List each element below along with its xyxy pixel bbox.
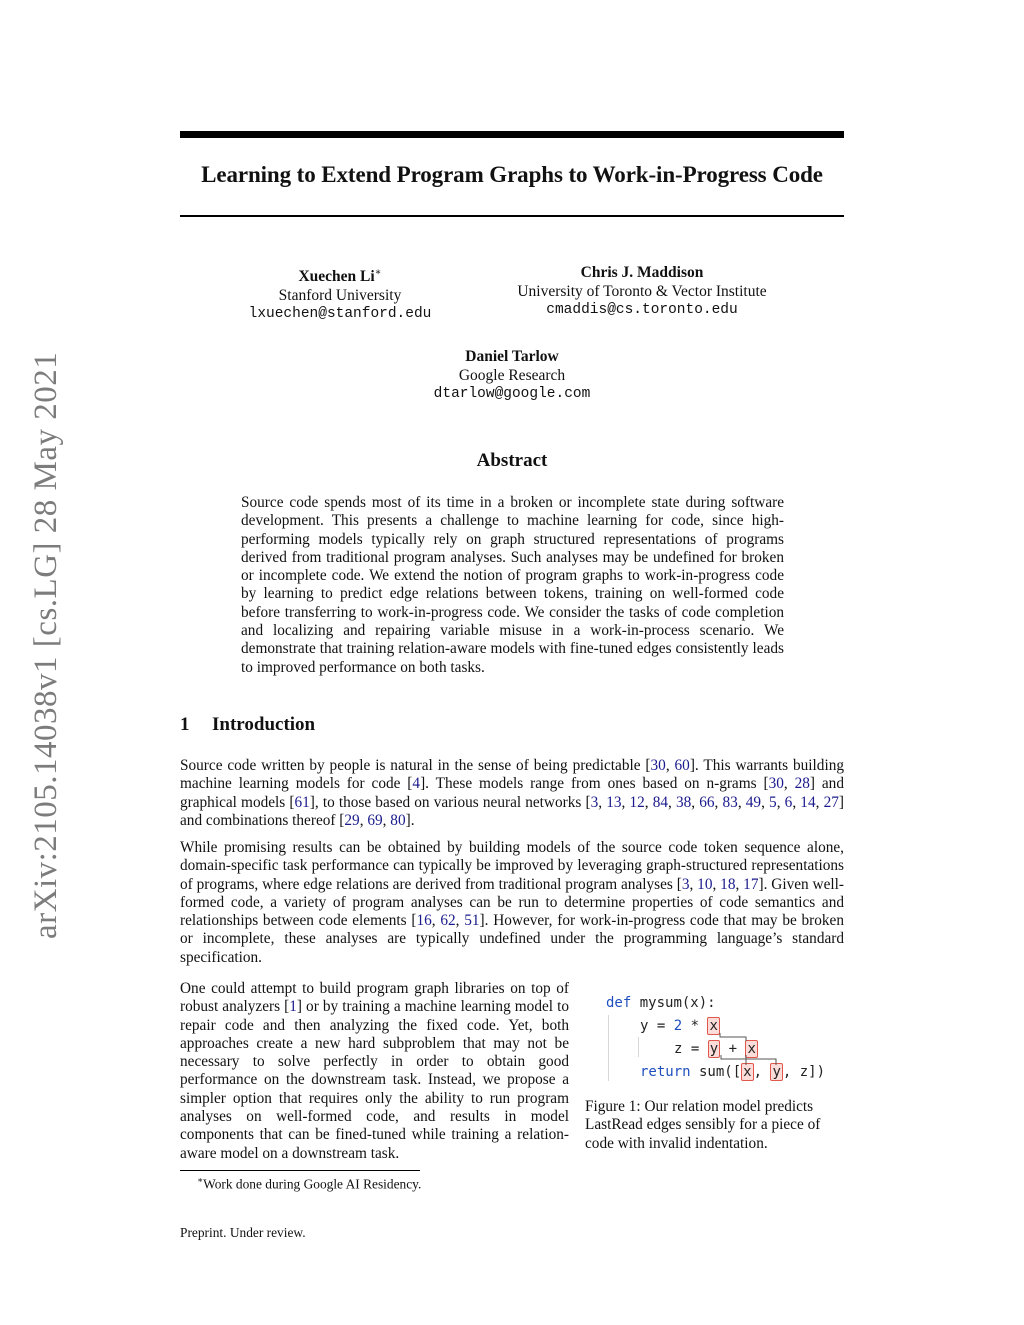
- citation-link[interactable]: 5: [769, 793, 777, 811]
- citation-link[interactable]: 6: [784, 793, 793, 811]
- author-block-1: [230, 263, 450, 324]
- footnote-text: Work done during Google AI Residency.: [203, 1176, 422, 1192]
- keyword-return: return: [640, 1064, 691, 1080]
- arxiv-identifier: arXiv:2105.14038v1 [cs.LG] 28 May 2021: [28, 351, 64, 939]
- code-line-return: return sum([ x , y , z]): [640, 1064, 826, 1080]
- citation-link[interactable]: 49: [745, 793, 762, 811]
- citation-link[interactable]: 60: [674, 757, 690, 774]
- citation-link[interactable]: 16: [416, 912, 432, 930]
- title-rule-top: [180, 131, 844, 138]
- citation-link[interactable]: 1: [289, 998, 297, 1016]
- citation-link[interactable]: 28: [794, 775, 810, 793]
- edge-arrow: [720, 1033, 746, 1041]
- citation-link[interactable]: 27: [823, 793, 839, 811]
- edge-arrow: [721, 1055, 746, 1065]
- code-line-y: y = 2 * x: [640, 1018, 718, 1034]
- section-title: Introduction: [212, 714, 316, 735]
- citation-link[interactable]: 10: [697, 875, 713, 893]
- citation-link[interactable]: 51: [464, 912, 480, 930]
- citation-link[interactable]: 18: [720, 875, 736, 893]
- author-affiliation: Google Research: [458, 367, 566, 384]
- citation-link[interactable]: 12: [629, 793, 645, 811]
- page-footer: Preprint. Under review.: [180, 1225, 306, 1240]
- abstract-heading: Abstract: [476, 450, 548, 471]
- keyword-def: def: [606, 995, 632, 1011]
- author-email[interactable]: cmaddis@cs.toronto.edu: [546, 302, 738, 318]
- citation-link[interactable]: 3: [590, 793, 599, 811]
- citation-link[interactable]: 84: [652, 793, 669, 811]
- author-name: Chris J. Maddison: [580, 264, 704, 281]
- author-block-2: [492, 263, 792, 320]
- citation-link[interactable]: 83: [722, 793, 738, 811]
- section-heading: [180, 714, 315, 736]
- number-literal: 2: [673, 1018, 683, 1034]
- title-rule-bottom: [180, 215, 844, 217]
- highlighted-token-x: x: [709, 1018, 718, 1034]
- code-line-def: def mysum(x):: [606, 995, 716, 1011]
- author-footnote-mark: ∗: [374, 267, 382, 278]
- citation-link[interactable]: 13: [606, 793, 622, 811]
- author-name: Xuechen Li: [298, 268, 375, 286]
- citation-link[interactable]: 69: [367, 811, 383, 829]
- code-line-z: z = y + x: [674, 1041, 756, 1057]
- highlighted-token-x: x: [743, 1064, 752, 1080]
- citation-link[interactable]: 80: [390, 811, 406, 829]
- citation-link[interactable]: 66: [699, 793, 715, 811]
- citation-link[interactable]: 62: [440, 912, 456, 930]
- section-number: 1: [180, 714, 190, 735]
- citation-link[interactable]: 17: [743, 875, 759, 893]
- citation-link[interactable]: 3: [681, 875, 690, 893]
- intro-paragraph-3: One could attempt to build program graph libraries on top of robust analyzers [1] or by training a machine learning model to repair code and then analyzing the fixed code. Yet, both approaches create a new hard subproblem that may not be necessary to solve perfectly in order to obtain good performance on the downstream task. Instead, we propose a simpler option that requires only the ability to run program analyses on well-formed code, and results in model components that can be fined-tuned while training a relation-aware model on a downstream task.: [180, 980, 569, 1162]
- footnote-mark: ∗: [197, 1175, 204, 1185]
- abstract-text: Source code spends most of its time in a broken or incomplete state during software development. This presents a challenge to machine learning for code, since high-performing models typically rely on graph structured representations of programs derived from traditional program analyses. Such analyses may be undefined for broken or incomplete code. We extend the notion of program graphs to work-in-progress code by learning to predict edge relations between tokens, training on well-formed code before transferring to work-in-progress code. We consider the tasks of code completion and localizing and repairing variable misuse in a work-in-process scenario. We demonstrate that training relation-aware models with fine-tuned edges consistently leads to improved performance on both tasks.: [241, 494, 784, 676]
- footnote: [197, 1175, 421, 1192]
- citation-link[interactable]: 30: [768, 775, 784, 793]
- citation-link[interactable]: 14: [800, 793, 816, 811]
- footnote-rule: [180, 1170, 420, 1171]
- highlighted-token-y: y: [772, 1064, 781, 1080]
- lastread-edges: [606, 993, 846, 1085]
- edge-arrow: [746, 1055, 776, 1065]
- author-affiliation: University of Toronto & Vector Institute: [517, 283, 767, 300]
- highlighted-token-y: y: [709, 1041, 719, 1057]
- intro-paragraph-2: While promising results can be obtained by building models of the source code token sequence alone, domain-specific task performance can typically be improved by leveraging graph-structured representations of programs, where edge relations are derived from traditional program analyses [3, 10, 18, 17]. Given well-formed code, a variety of program analyses can be run to determine properties of code semantics and relationships between code elements [16, 62, 51]. However, for work-in-progress code that may be broken or incomplete, these analyses are typically undefined under the programming language’s standard specification.: [180, 839, 844, 966]
- author-name: Daniel Tarlow: [465, 348, 559, 365]
- paper-title: Learning to Extend Program Graphs to Work-in-Progress Code: [201, 162, 823, 187]
- author-email[interactable]: lxuechen@stanford.edu: [248, 306, 432, 323]
- citation-link[interactable]: 30: [650, 757, 666, 774]
- citation-link[interactable]: 61: [294, 793, 310, 811]
- citation-link[interactable]: 38: [675, 793, 692, 811]
- highlighted-token-x: x: [747, 1041, 756, 1057]
- figure-1-code: [606, 993, 846, 1085]
- intro-paragraph-1: Source code written by people is natural in the sense of being predictable [30, 60]. This warrants building machine learning models for code [4]. These models range from ones based on n-grams [30, 28] and graphical models [61], to those based on various neural networks [3, 13, 12, 84, 38, 66, 83, 49, 5, 6, 14, 27] and combinations thereof [29, 69, 80].: [180, 757, 844, 829]
- author-email[interactable]: dtarlow@google.com: [433, 386, 591, 402]
- author-affiliation: Stanford University: [278, 287, 402, 305]
- citation-link[interactable]: 29: [344, 811, 360, 829]
- figure-1-caption: Figure 1: Our relation model predicts LastRead edges sensibly for a piece of code with invalid indentation.: [585, 1098, 821, 1152]
- citation-link[interactable]: 4: [412, 775, 421, 793]
- author-block-3: [400, 347, 624, 404]
